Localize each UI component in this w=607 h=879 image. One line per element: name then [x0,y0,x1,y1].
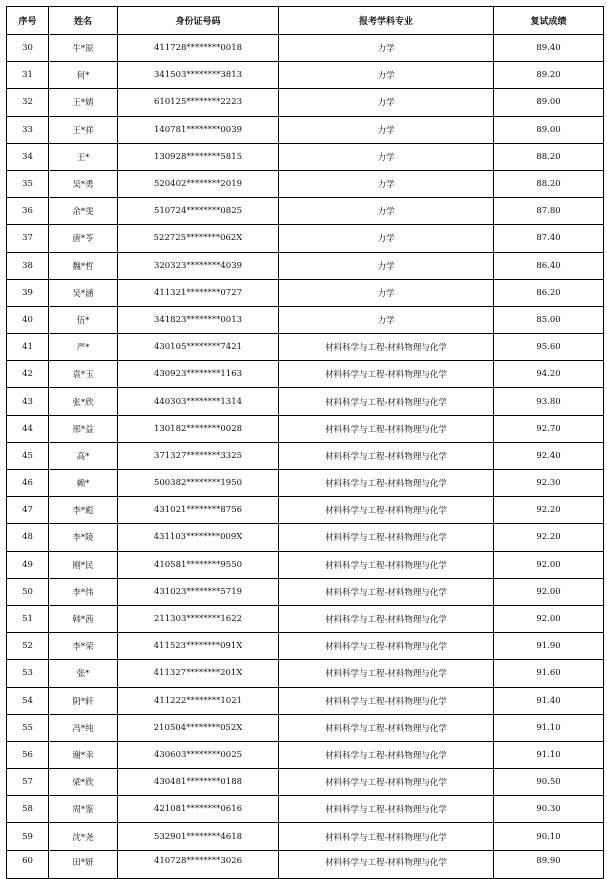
cell-id-number: 130928********5815 [118,143,279,170]
cell-name: 王* [49,143,118,170]
cell-major: 材料科学与工程-材料物理与化学 [279,769,494,796]
cell-name: 周*鉴 [49,796,118,823]
cell-score: 89.00 [494,116,604,143]
cell-name: 何* [49,62,118,89]
cell-id-number: 411523********091X [118,633,279,660]
cell-name: 张* [49,660,118,687]
cell-name: 谢*幸 [49,741,118,768]
table-row [7,660,604,687]
cell-index: 35 [7,170,49,197]
cell-name: 余*雯 [49,198,118,225]
cell-name: 沈*尧 [49,823,118,850]
table-row [7,334,604,361]
cell-name: 牛*原 [49,35,118,62]
table-row [7,741,604,768]
cell-major: 力学 [279,143,494,170]
cell-name: 冯*纯 [49,714,118,741]
cell-index: 59 [7,823,49,850]
table-row [7,850,604,878]
cell-score: 92.40 [494,442,604,469]
cell-id-number: 532901********4618 [118,823,279,850]
cell-index: 57 [7,769,49,796]
cell-index: 60 [7,850,49,878]
cell-major: 材料科学与工程-材料物理与化学 [279,823,494,850]
cell-major: 材料科学与工程-材料物理与化学 [279,741,494,768]
cell-major: 材料科学与工程-材料物理与化学 [279,470,494,497]
cell-major: 材料科学与工程-材料物理与化学 [279,578,494,605]
cell-id-number: 431023********5719 [118,578,279,605]
cell-major: 材料科学与工程-材料物理与化学 [279,442,494,469]
cell-index: 30 [7,35,49,62]
cell-major: 材料科学与工程-材料物理与化学 [279,388,494,415]
cell-id-number: 130182********0028 [118,415,279,442]
cell-index: 55 [7,714,49,741]
cell-index: 34 [7,143,49,170]
cell-score: 89.00 [494,89,604,116]
cell-index: 38 [7,252,49,279]
cell-index: 53 [7,660,49,687]
table-row [7,551,604,578]
cell-index: 47 [7,497,49,524]
cell-major: 力学 [279,170,494,197]
cell-id-number: 421081********0616 [118,796,279,823]
table-row [7,769,604,796]
cell-id-number: 610125********2223 [118,89,279,116]
cell-major: 材料科学与工程-材料物理与化学 [279,551,494,578]
cell-index: 36 [7,198,49,225]
cell-id-number: 431021********8756 [118,497,279,524]
cell-index: 40 [7,306,49,333]
table-row [7,89,604,116]
table-row [7,35,604,62]
cell-name: 王*婧 [49,89,118,116]
table-row [7,361,604,388]
cell-name: 赖* [49,470,118,497]
cell-index: 50 [7,578,49,605]
cell-major: 材料科学与工程-材料物理与化学 [279,361,494,388]
cell-id-number: 320323********4039 [118,252,279,279]
cell-score: 92.00 [494,605,604,632]
cell-major: 力学 [279,198,494,225]
cell-major: 材料科学与工程-材料物理与化学 [279,660,494,687]
cell-major: 力学 [279,35,494,62]
cell-score: 92.20 [494,524,604,551]
cell-id-number: 430481********0188 [118,769,279,796]
table-row [7,470,604,497]
header-major: 报考学科专业 [279,7,494,35]
cell-score: 87.80 [494,198,604,225]
table-row [7,442,604,469]
cell-id-number: 430105********7421 [118,334,279,361]
cell-score: 89.20 [494,62,604,89]
cell-score: 92.00 [494,551,604,578]
header-name: 姓名 [49,7,118,35]
cell-score: 91.10 [494,741,604,768]
cell-index: 45 [7,442,49,469]
cell-id-number: 411327********201X [118,660,279,687]
cell-score: 90.30 [494,796,604,823]
table-row [7,714,604,741]
cell-name: 高* [49,442,118,469]
cell-score: 91.60 [494,660,604,687]
cell-major: 材料科学与工程-材料物理与化学 [279,850,494,878]
cell-score: 88.20 [494,143,604,170]
cell-id-number: 411222********1021 [118,687,279,714]
cell-name: 严* [49,334,118,361]
cell-major: 力学 [279,116,494,143]
cell-id-number: 411321********0727 [118,279,279,306]
cell-name: 魏*哲 [49,252,118,279]
cell-index: 32 [7,89,49,116]
cell-id-number: 500382********1950 [118,470,279,497]
cell-id-number: 410581********9550 [118,551,279,578]
table-row [7,796,604,823]
cell-id-number: 371327********3325 [118,442,279,469]
header-row [7,7,604,35]
cell-id-number: 510724********0825 [118,198,279,225]
cell-index: 49 [7,551,49,578]
cell-score: 92.00 [494,578,604,605]
table-row [7,306,604,333]
cell-index: 37 [7,225,49,252]
cell-index: 39 [7,279,49,306]
table-row [7,497,604,524]
cell-name: 刚*民 [49,551,118,578]
cell-index: 42 [7,361,49,388]
cell-name: 伍* [49,306,118,333]
cell-id-number: 440303********1314 [118,388,279,415]
table-row [7,198,604,225]
cell-score: 86.40 [494,252,604,279]
cell-score: 87.40 [494,225,604,252]
cell-major: 力学 [279,62,494,89]
cell-score: 94.20 [494,361,604,388]
cell-score: 95.60 [494,334,604,361]
cell-major: 材料科学与工程-材料物理与化学 [279,714,494,741]
cell-id-number: 430923********1163 [118,361,279,388]
table-row [7,225,604,252]
cell-major: 力学 [279,306,494,333]
cell-score: 85.00 [494,306,604,333]
table-row [7,524,604,551]
table-header [7,7,604,35]
cell-id-number: 341823********0013 [118,306,279,333]
cell-id-number: 210504********052X [118,714,279,741]
table-row [7,687,604,714]
cell-index: 52 [7,633,49,660]
cell-index: 31 [7,62,49,89]
cell-major: 力学 [279,225,494,252]
table-row [7,62,604,89]
cell-id-number: 341503********3813 [118,62,279,89]
header-index: 序号 [7,7,49,35]
table-row [7,279,604,306]
table-row [7,415,604,442]
cell-index: 33 [7,116,49,143]
cell-score: 90.10 [494,823,604,850]
table-row [7,143,604,170]
cell-name: 吴*涵 [49,279,118,306]
cell-index: 54 [7,687,49,714]
cell-name: 田*妍 [49,850,118,878]
table-row [7,633,604,660]
table-row [7,823,604,850]
cell-score: 89.40 [494,35,604,62]
cell-major: 力学 [279,279,494,306]
cell-index: 43 [7,388,49,415]
cell-major: 力学 [279,252,494,279]
table-row [7,170,604,197]
cell-id-number: 520402********2019 [118,170,279,197]
table-body [7,35,604,879]
cell-score: 90.50 [494,769,604,796]
table-row [7,605,604,632]
header-score: 复试成绩 [494,7,604,35]
header-id-number: 身份证号码 [118,7,279,35]
cell-name: 袁*玉 [49,361,118,388]
cell-score: 92.30 [494,470,604,497]
cell-score: 88.20 [494,170,604,197]
cell-score: 91.40 [494,687,604,714]
cell-id-number: 430603********0025 [118,741,279,768]
cell-id-number: 522725********062X [118,225,279,252]
cell-index: 46 [7,470,49,497]
cell-name: 韩*茜 [49,605,118,632]
cell-name: 李*陵 [49,524,118,551]
cell-major: 材料科学与工程-材料物理与化学 [279,633,494,660]
cell-index: 48 [7,524,49,551]
cell-id-number: 140781********0039 [118,116,279,143]
cell-name: 梁*欣 [49,769,118,796]
table-row [7,116,604,143]
cell-index: 51 [7,605,49,632]
cell-name: 唐*苓 [49,225,118,252]
cell-score: 93.80 [494,388,604,415]
table-row [7,252,604,279]
cell-major: 材料科学与工程-材料物理与化学 [279,796,494,823]
cell-name: 李*荣 [49,633,118,660]
cell-name: 阴*轩 [49,687,118,714]
cell-major: 材料科学与工程-材料物理与化学 [279,605,494,632]
cell-score: 91.10 [494,714,604,741]
cell-score: 92.70 [494,415,604,442]
cell-major: 材料科学与工程-材料物理与化学 [279,687,494,714]
cell-major: 材料科学与工程-材料物理与化学 [279,497,494,524]
cell-index: 41 [7,334,49,361]
cell-name: 邢*益 [49,415,118,442]
cell-index: 56 [7,741,49,768]
cell-name: 李*彪 [49,497,118,524]
cell-id-number: 211303********1622 [118,605,279,632]
cell-score: 92.20 [494,497,604,524]
cell-index: 44 [7,415,49,442]
table-row [7,388,604,415]
cell-name: 张*欣 [49,388,118,415]
cell-major: 材料科学与工程-材料物理与化学 [279,524,494,551]
cell-major: 力学 [279,89,494,116]
cell-score: 91.90 [494,633,604,660]
cell-major: 材料科学与工程-材料物理与化学 [279,334,494,361]
cell-id-number: 431103********009X [118,524,279,551]
cell-name: 吴*勇 [49,170,118,197]
cell-major: 材料科学与工程-材料物理与化学 [279,415,494,442]
table-row [7,578,604,605]
cell-score: 89.90 [494,850,604,878]
cell-score: 86.20 [494,279,604,306]
cell-index: 58 [7,796,49,823]
cell-name: 李*伟 [49,578,118,605]
cell-id-number: 411728********0018 [118,35,279,62]
score-table [6,6,604,879]
cell-id-number: 410728********3026 [118,850,279,878]
cell-name: 王*祥 [49,116,118,143]
